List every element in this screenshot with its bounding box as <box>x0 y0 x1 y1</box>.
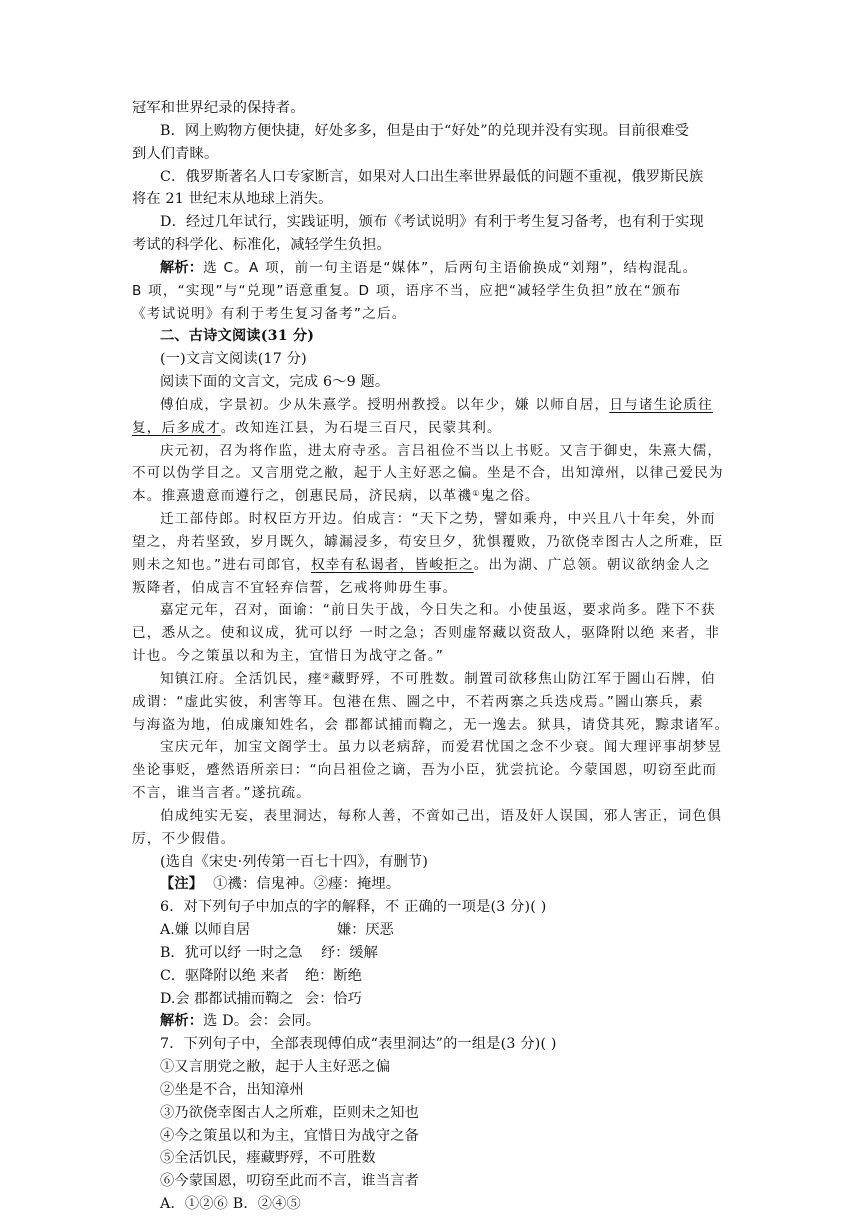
note-label: 【注】 <box>160 876 204 893</box>
q6-option-c <box>160 966 362 986</box>
passage-text: 本。推熹遗意而遵行之，创惠民局，济民病，以革禨 <box>132 488 473 505</box>
q6-analysis <box>160 1011 320 1031</box>
option-text: B．犹可以纾 一时之急 <box>160 944 303 961</box>
q5-analysis-line2: B 项，“实现”与“兑现”语意重复。D 项，语序不当，应把“减轻学生负担”放在“颁布 <box>132 282 682 299</box>
q5-option-c-line2: 将在 21 世纪末从地球上消失。 <box>132 191 333 208</box>
passage-p4-line2: 已，悉从之。使和议成，犹可以纾 一时之急；否则虚帑藏以资敌人，驱降附以绝 来者，非 <box>132 625 720 642</box>
passage-p6-line1: 宝庆元年，加宝文阁学士。虽力以老病辞，而爱君忧国之念不少衰。闻大理评事胡梦昱 <box>160 739 723 756</box>
passage-source: (选自《宋史·列传第一百七十四》，有删节) <box>160 853 429 870</box>
analysis-text: 选 C。A 项，前一句主语是“媒体”，后两句主语偷换成“刘翔”，结构混乱。 <box>203 259 698 276</box>
analysis-text: 选 D。会：会同。 <box>203 1013 321 1030</box>
passage-text: 知镇江府。全活饥民，瘗 <box>160 670 323 687</box>
option-text: C．驱降附以绝 来者 <box>160 967 289 984</box>
q5-option-a-continuation: 冠军和世界纪录的保持者。 <box>132 100 305 116</box>
q6-option-b <box>160 943 378 963</box>
passage-p6-line3: 不言，谁当言者。”遂抗疏。 <box>132 785 311 801</box>
passage-p1-line1 <box>160 395 713 415</box>
q7-item-1: ①又言朋党之敝，起于人主好恶之偏 <box>160 1059 391 1075</box>
option-text: A.嫌 以师自居 <box>160 922 251 938</box>
passage-p3-line1: 迁工部侍郎。时权臣方开边。伯成言：“天下之势，譬如乘舟，中兴且八十年矣，外而 <box>160 511 716 527</box>
q6-stem: 6．对下列句子中加点的字的解释，不 正确的一项是(3 分)( ) <box>160 899 547 916</box>
reading-instruction: 阅读下面的文言文，完成 6～9 题。 <box>160 374 390 390</box>
q5-option-b-line1: B．网上购物方便快捷，好处多多，但是由于“好处”的兑现并没有实现。目前很难受 <box>160 122 690 139</box>
passage-text: 藏野殍，不可胜数。制置司欲移焦山防江军于圌山石牌，伯 <box>331 670 716 687</box>
passage-notes <box>160 874 400 894</box>
q6-option-d <box>160 989 362 1009</box>
passage-text: 鬼之俗。 <box>480 488 540 505</box>
passage-text: 。出为湖、广总领。朝议欲纳金人之 <box>473 556 711 573</box>
q5-analysis-line1 <box>160 258 697 278</box>
option-gloss: 纾：缓解 <box>321 944 378 961</box>
option-gloss: 绝：断绝 <box>305 967 362 984</box>
passage-p3-line4: 叛降者，伯成言不宜轻弃信誓，乞戒将帅毋生事。 <box>132 579 458 596</box>
q5-option-b-line2: 到人们青睐。 <box>132 145 219 162</box>
q5-option-d-line2: 考试的科学化、标准化，减轻学生负担。 <box>132 237 391 253</box>
q5-option-c-line1: C．俄罗斯著名人口专家断言，如果对人口出生率世界最低的问题不重视，俄罗斯民族 <box>160 168 704 185</box>
passage-p5-line1 <box>160 669 716 689</box>
footnote-marker: ① <box>472 489 481 499</box>
underlined-sentence: 权幸有私谒者，皆峻拒之 <box>310 556 474 573</box>
q7-stem: 7．下列句子中，全部表现傅伯成“表里洞达”的一组是(3 分)( ) <box>160 1036 557 1053</box>
passage-text: 。改知连江县，为石堤三百尺，民蒙其利。 <box>220 419 502 436</box>
subsection-title: (一)文言文阅读(17 分) <box>160 351 307 368</box>
section-title: 二、古诗文阅读(31 分) <box>160 328 315 345</box>
passage-p3-line2: 望之，舟若坚致，岁月既久，罅漏浸多，苟安旦夕，犹惧覆败，乃欲侥幸图古人之所难，臣 <box>132 533 724 550</box>
analysis-label: 解析： <box>160 259 204 276</box>
option-text: D.会 郡都试捕而鞫之 <box>160 990 294 1007</box>
q5-option-d-line1: D．经过几年试行，实践证明，颁布《考试说明》有利于考生复习备考，也有利于实现 <box>160 214 704 231</box>
q7-item-2: ②坐是不合，出知漳州 <box>160 1081 304 1098</box>
note-text: ①禨：信鬼神。②瘗：掩埋。 <box>213 876 401 893</box>
underlined-sentence: 日与诸生论质往 <box>609 396 713 413</box>
passage-p3-line3 <box>132 555 710 575</box>
q7-item-5: ⑤全活饥民，瘗藏野殍，不可胜数 <box>160 1150 376 1167</box>
underlined-sentence: 复，后多成才 <box>132 419 221 436</box>
passage-p6-line2: 坐论事贬，蹙然语所亲曰：“向吕祖俭之谪，吾为小臣，犹尝抗论。今蒙国恩，叨窃至此而 <box>132 762 718 779</box>
passage-p2-line1: 庆元初，召为将作监，进太府寺丞。言吕祖俭不当以上书贬。又言于御史，朱熹大儒， <box>160 442 723 459</box>
passage-text: 傅伯成，字景初。少从朱熹学。授明州教授。以年少，嫌 以师自居， <box>160 396 610 413</box>
passage-p2-line2: 不可以伪学目之。又言朋党之敝，起于人主好恶之偏。坐是不合，出知漳州，以律己爱民为 <box>132 465 724 482</box>
passage-p7-line1: 伯成纯实无妄，表里洞达，每称人善，不啻如己出，语及奸人误国，邪人害正，词色俱 <box>160 807 723 824</box>
q6-option-a <box>160 920 394 940</box>
q7-choices: A．①②⑥ B．②④⑤ <box>160 1196 301 1212</box>
passage-p4-line3: 计也。今之策虽以和为主，宜惜日为战守之备。” <box>132 648 445 664</box>
q5-analysis-line3: 《考试说明》有利于考生复习备考”之后。 <box>132 305 407 322</box>
footnote-marker: ② <box>322 671 332 681</box>
passage-p5-line2: 成谓：“虚此实彼，利害等耳。包港在焦、圌之中，不若两寨之兵迭戍焉。”圌山寨兵，素 <box>132 693 704 710</box>
passage-p2-line3 <box>132 486 540 506</box>
passage-text: 则未之知也。”进右司郎官， <box>132 556 311 573</box>
q7-item-3: ③乃欲侥幸图古人之所难，臣则未之知也 <box>160 1104 419 1121</box>
passage-p1-line2 <box>132 418 502 438</box>
q7-item-4: ④今之策虽以和为主，宜惜日为战守之备 <box>160 1127 419 1144</box>
passage-p4-line1: 嘉定元年，召对，面谕：“前日失于战，今日失之和。小使虽返，要求尚多。陛下不获 <box>160 602 716 619</box>
option-gloss: 会：恰巧 <box>305 990 362 1007</box>
analysis-label: 解析： <box>160 1013 204 1030</box>
q7-item-6: ⑥今蒙国恩，叨窃至此而不言，谁当言者 <box>160 1173 419 1190</box>
passage-p5-line3: 与海盗为地，伯成廉知姓名，会 郡都试捕而鞫之，无一逸去。狱具，请贷其死，黥隶诸军。 <box>132 716 730 733</box>
option-gloss: 嫌：厌恶 <box>337 922 394 938</box>
passage-p7-line2: 厉，不少假借。 <box>132 830 236 847</box>
